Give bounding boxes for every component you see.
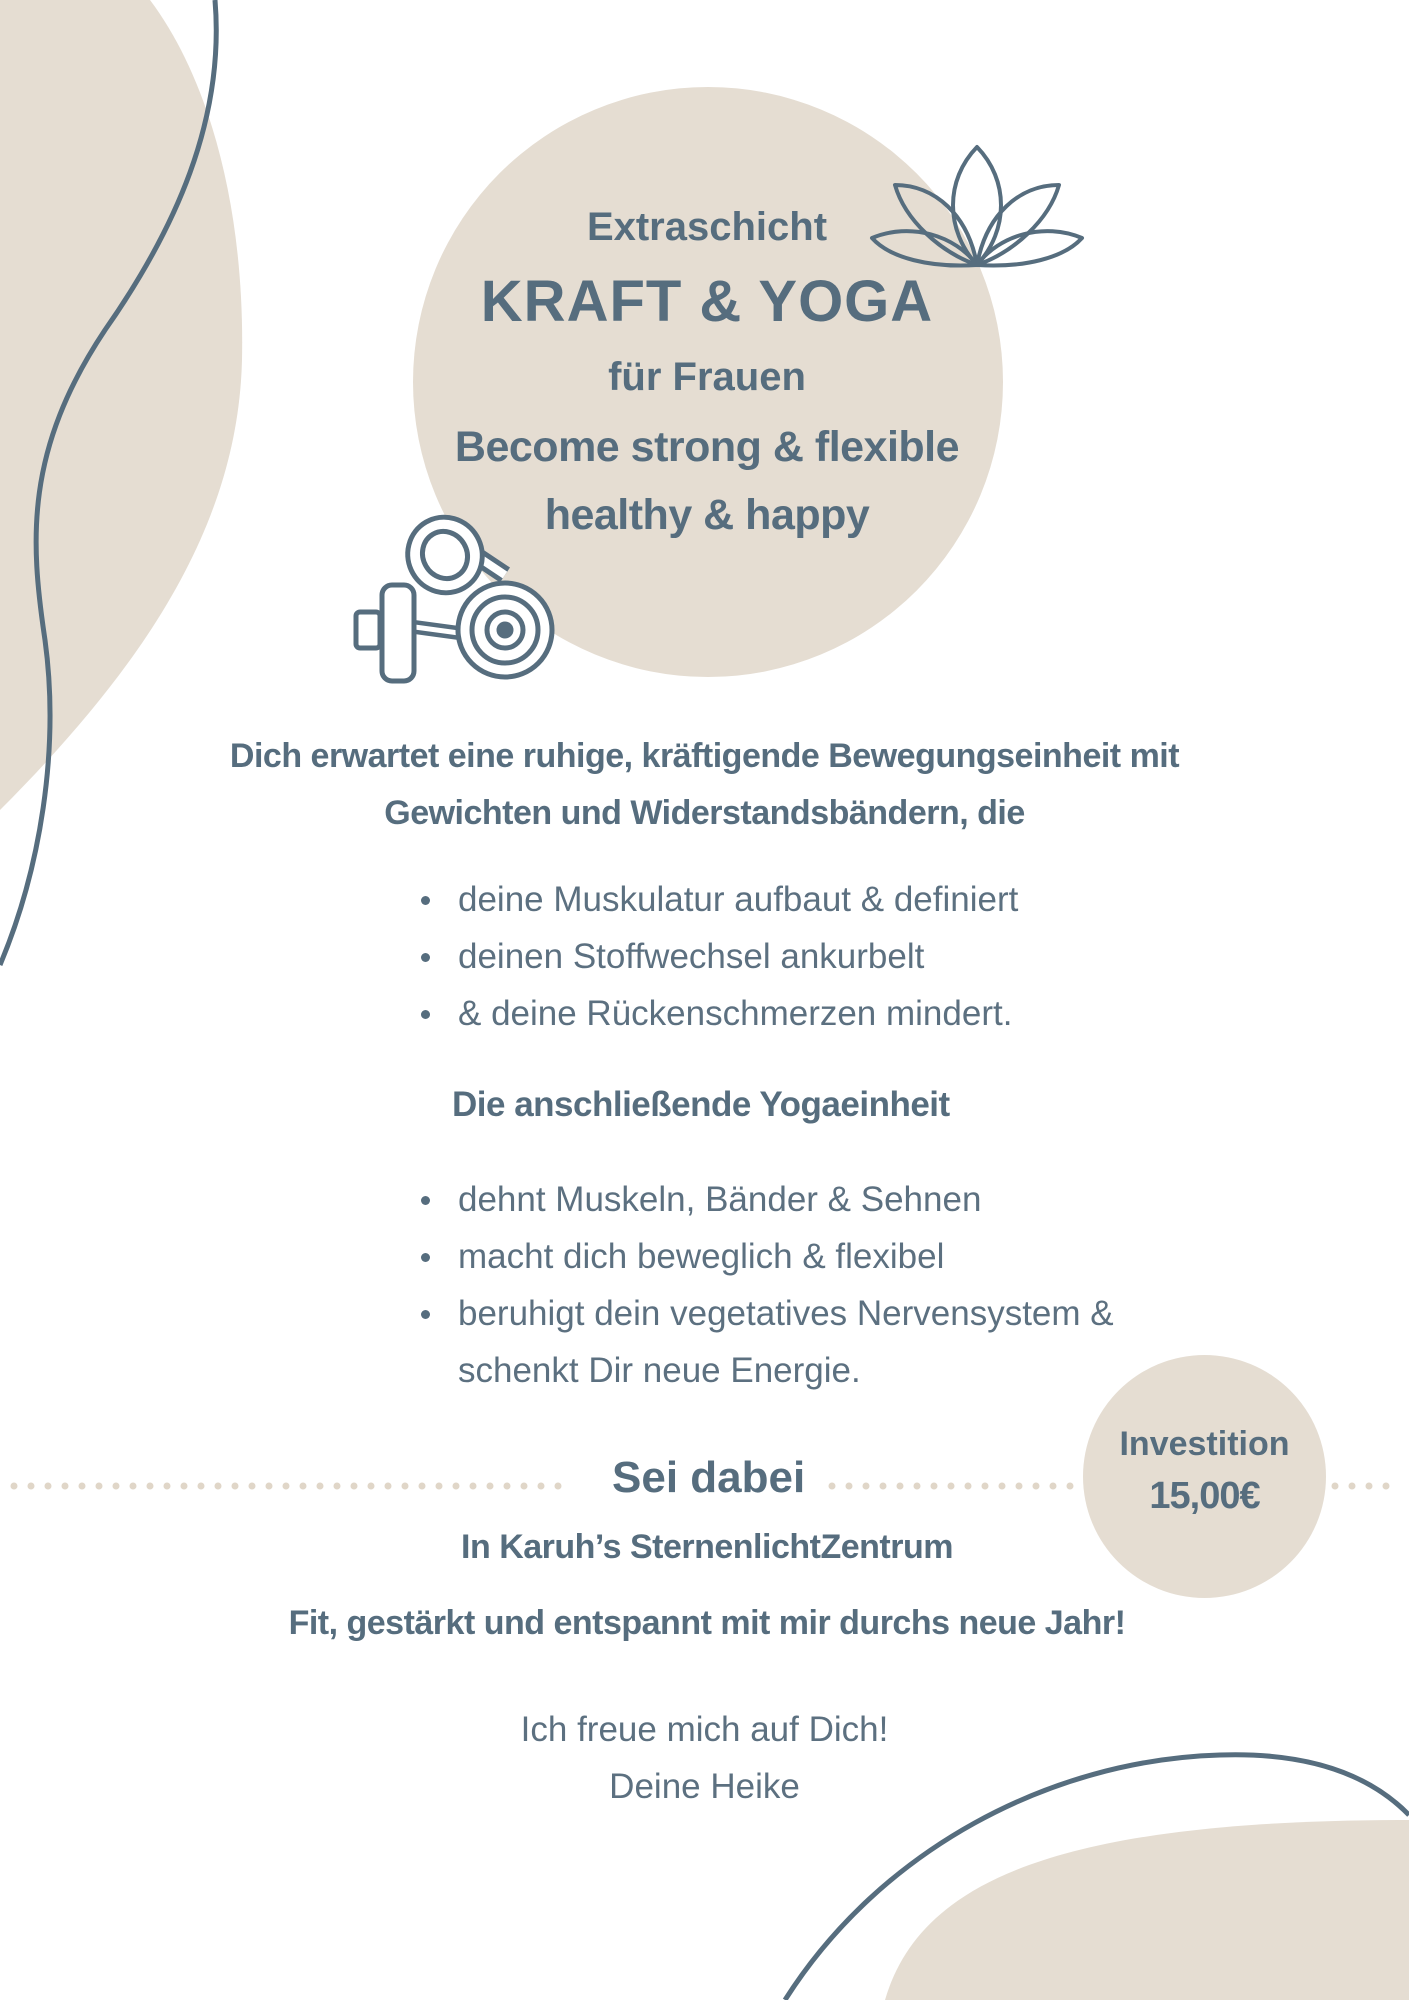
list-item-continuation: schenkt Dir neue Energie. [458,1351,861,1390]
kraft-benefits-list [418,871,1018,1042]
slogan-text: Fit, gestärkt und entspannt mit mir durchs neue Jahr! [288,1604,1126,1642]
location-text: In Karuh’s SternenlichtZentrum [461,1528,953,1566]
price-label: Investition [1119,1425,1290,1463]
intro-line-2: Gewichten und Widerstandsbändern, die [384,794,1025,832]
list-item: deinen Stoffwechsel ankurbelt [418,928,1018,985]
subtitle: für Frauen [608,355,806,399]
yoga-heading: Die anschließende Yogaeinheit [452,1085,950,1124]
yoga-benefits-list [418,1171,1114,1399]
list-item: deine Muskulatur aufbaut & definiert [418,871,1018,928]
closing-text [0,1701,1409,1815]
price-value: 15,00€ [1149,1475,1260,1517]
pre-title: Extraschicht [586,205,828,249]
closing-line-1: Ich freue mich auf Dich! [520,1710,889,1749]
tagline-1: Become strong & flexible [454,423,960,471]
sei-dabei-heading: Sei dabei [612,1453,806,1502]
intro-line-1: Dich erwartet eine ruhige, kräftigende Bewegungseinheit mit [229,737,1180,775]
intro-text [0,728,1409,842]
page-title: KRAFT & YOGA [480,269,934,334]
list-item: & deine Rückenschmerzen mindert. [418,985,1018,1042]
list-item: dehnt Muskeln, Bänder & Sehnen [418,1171,1114,1228]
tagline-2: healthy & happy [544,491,870,539]
list-item: macht dich beweglich & flexibel [418,1228,1114,1285]
signature: Deine Heike [609,1767,800,1806]
bottom-right-blob [885,1820,1409,2000]
list-item: beruhigt dein vegetatives Nervensystem & [418,1285,1114,1342]
